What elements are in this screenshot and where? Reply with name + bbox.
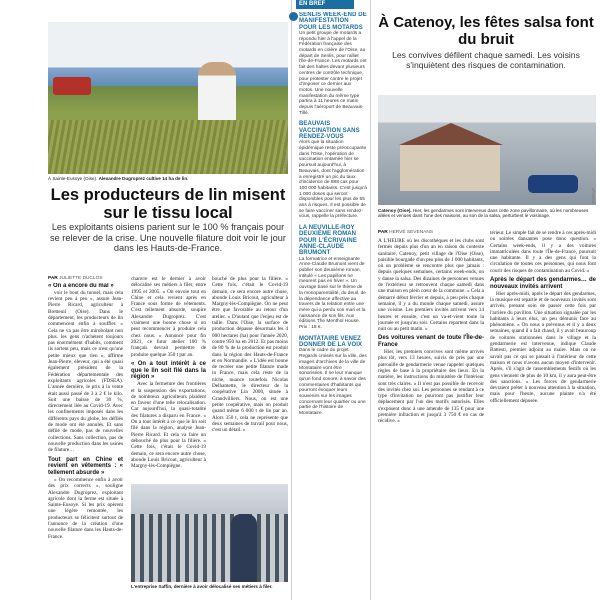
brief-1-text: Un petit groupe de motards a répondu hier à l'appel de la Fédération française des motards en colère de l'Oise, au départ de Senlis, pour rallier l'Île-de-France. Les motards ont fait des haltes devant plusieurs centres de contrôle technique, pour protester contre le projet d'imposer ce dernier aux motos. Une nouvelle manifestation du même type partira à 11 heures ce matin depuis l'aéroport de Beauvais-Tillé. bbox=[299, 30, 367, 116]
col3-text: bouché de plus pour la filière. » Cette fois, c'était le Covid-19 demain, ce sera encore autre chose, abonde Louis Bricout, agriculteur à Margny-lès-Compiègne. On ne peut être que favorable au retour d'un atelier. » D'autant que l'enjeu est de taille. Dans l'Oise, la surface de production dépasse désormais les 4 000 hectares (ha) pour l'année 2020, contre 950 ha en 2012. Et pas moins de 80 % de la production est produit dans la région des Hauts-de-France et en Normandie. « L'idée est bonne de recréer une petite filature made in France, mais cela reste de la niche, nuance toutefois Nicolas Delhamette, le directeur de la coopérative Lin 2000, située à Grandvilliers. Nous, on est une petite coopérative, mais on produit quand même 6 000 t de lin par an. Alors 350 t, cela ne représente que deux semaines de travail pour nous, c'est un détail. » bbox=[212, 276, 288, 434]
sidebar-column bbox=[299, 12, 367, 598]
sidebar-flag bbox=[296, 0, 354, 9]
col1-subhead: « On a encore du mal » bbox=[48, 283, 114, 289]
left-byline bbox=[48, 276, 122, 281]
right-col2-subhead: Après le départ des gendarmes… de nouveaux invités arrivent bbox=[490, 277, 596, 290]
left-col-1 bbox=[48, 283, 123, 590]
flax-farmer-photo bbox=[48, 22, 288, 174]
sidebar-flag-label: EN BREF bbox=[299, 1, 326, 7]
house-roof bbox=[386, 123, 516, 145]
brief-2-text: Alors que la situation épidémique reste préoccupante dans l'Oise, l'opération de vaccination entamée hier se poursuit aujourd'hui, à Beauvais, dont l'agglomération a enregistré un pic du taux d'incidence de 888 cas pour 100 000 habitants. C'est jusqu'à 1 000 doses qui seront disponibles pour les plus de 55 ans à risques. Il est possible de se faire vacciner sans rendez-vous, rappelle la préfecture. bbox=[299, 140, 367, 220]
right-col1-subhead: Des voitures venant de toute l'Île-de-France bbox=[378, 335, 484, 349]
house-photo-credit: LP/MARIE bbox=[591, 187, 595, 204]
byline-author: JULIETTE DUCLOS bbox=[59, 276, 103, 281]
col2-subhead: « On a tout intérêt à ce que le lin soit filé dans la région » bbox=[131, 360, 206, 381]
col1-subhead-2: Tout part en Chine et revient en vêtements : « tellement absurde » bbox=[48, 456, 123, 477]
sidebar-divider-right bbox=[370, 0, 371, 600]
right-col2-text: térieur. Le simple fait de se rendre à ces après-midi ou soirées dansantes pose donc question. « Certains week-ends, il y a des voitures immatriculées dans toute l'Île-de-France, poursuit une habitante. Il y a des gens qui font la circulation de toutes ces personnes, qui nous font courir des risques de contamination au Covid. » bbox=[490, 230, 596, 274]
brief-3-head: LA NEUVILLE-ROY DEUXIÈME ROMAN POUR L'ÉCRIVAINE ANNE-CLAUDE BRUMONT bbox=[299, 225, 357, 257]
right-col2-text-2: Hier après-midi, après le départ des gendarmes, la musique est repartie et de nouveaux invités sont arrivés, prenant soin de passer cette fois par l'arrière du pavillon. Une situation signalée par les habitants à leurs élus, un peu démunis face au phénomène. « On nous a prévenus et il y a deux semaines, quand il a fait chaud, il y avait beaucoup de voitures stationnées dans le village et la gendarmerie est intervenue, indique Claude Battesti, premier adjoint au maire. Mais on ne savait pas ce qui se passait à l'intérieur de cette maison et nous n'avons aucun moyen d'intervenir. Après, s'il s'agit de rassemblements festifs où les gens viennent de plus de 10 km, il y aura peut-être des sanctions. » Les forces de gendarmerie devraient prêter à nouveau attention à la situation, mais pour l'heure, aucune plainte n'a été officiellement déposée. bbox=[490, 290, 596, 404]
col2-text-2: Avec la fermeture des frontières et la suspension des exportations, de nombreux agriculteurs plaident en faveur d'une telle relocalisation. Car aujourd'hui, la quasi-totalité des filatures a disparu en France. « On a tout intérêt à ce que le lin soit filé dans la région, analyse Jean-Pierre Ricard. Et cela va faire un débouché de plus pour la filière. » Cette fois, c'était le Covid-19 demain, ce sera encore autre chose, abonde Louis Bricout, agriculteur à Margny-lès-Compiègne. bbox=[131, 381, 206, 470]
photo-caption-text: Alexandre Dugroprez cultive 14 ha de lin. bbox=[98, 176, 189, 181]
spindle-rows bbox=[131, 514, 288, 582]
photo-caption bbox=[48, 176, 288, 181]
right-col-1 bbox=[378, 238, 484, 598]
col1-text: voir le bout du tunnel, mais cela revient peu à peu », assure Jean-Pierre Ricard, agriculteur à Bretteuil (Oise). Dans le département, les producteurs de lin commencent enfin à souffler. « Cela ne va pas être mirobolant non plus. les gens n'achètent toujours pas énormément d'habits, comment ils sortent peu, mais ce n'est qu'une petite mieux que rien », affirme Jean-Pierre, éleveur, qui a été quasi également président de la Fédération départementale des exploitants agricoles (FDSEA). L'année dernière, le prix à la vente était aussi passé de 3 à 2 € le kilo. Soit une baisse de 30 %, directement liée au Covid-19. Avec les confinements imposés dans les différents pays du globe, les défilés de mode ont été annulés. Et sans défilé de mode, pas de nouvelles collections. Sans collection, pas de nouvelle production dans les usines de filature… bbox=[48, 289, 123, 454]
left-headline: Les producteurs de lin misent sur le tissu local bbox=[50, 186, 286, 222]
right-byline-author: HERVÉ SEVENANS bbox=[389, 230, 434, 235]
brief-4-text: Dans le cadre du projet Regards croisés sur la ville, des images d'archives de la ville de Montataire vont être sonorisées. Il ne leur manque qu'un fond sonore, à savoir des commentaires d'habitants qui pourront évoquer leurs souvenirs sur les images concernant leur quartier ou une partie de l'histoire de Montataire. bbox=[299, 348, 367, 417]
sidebar-divider-left bbox=[291, 0, 292, 600]
brief-4-head: MONTATAIRE VENEZ DONNER DE LA VOIX bbox=[299, 335, 363, 349]
byline-prefix: PAR bbox=[48, 276, 58, 281]
house-caption-text: Hier, les gendarmes sont intervenus dans cette zone pavillonnaire, où les nombreuses allées et venues dans l'une des maisons, au son de la salsa, perturbent le voisinage. bbox=[378, 208, 589, 219]
house-photo bbox=[378, 95, 596, 205]
right-col1-text-2: Hier, les premiers convives sont même arrivés plus tôt, vers 13 heures, suivis de près par une patrouille de gendarmerie venue rappeler quelques règles de base à la propriétaire des lieux. En la matière, les instructions du ministère de l'Intérieur sont très claires. « Il n'est pas possible de recevoir des invités chez soi. Les personnes se rendant à ce type d'invitation ne pourront pas justifier leur déplacement par l'un des motifs autorisés. Elles s'exposent donc à une amende de 135 € pour une première infraction et jusqu'à 3 750 € en cas de récidive. » bbox=[378, 349, 484, 425]
left-col-3 bbox=[212, 276, 288, 480]
house-caption-place: Catenoy (Oise). bbox=[378, 208, 413, 213]
tractor-shape bbox=[53, 77, 91, 95]
factory-photo bbox=[131, 484, 288, 582]
factory-photo-caption: L'entreprise Saffin, dernière à avoir délocalisé ses métiers à filer. bbox=[131, 584, 273, 589]
right-headline: À Catenoy, les fêtes salsa font du bruit bbox=[378, 14, 594, 48]
house-wall bbox=[400, 145, 500, 191]
right-col1-text: À L'HEURE où les discothèques et les clubs sont fermés depuis plus d'un an en raison du contexte sanitaire, Catenoy, petit village de l'Oise (Oise), paisible bourgade d'un peu plus de 1 000 habitants, où un problème se rencontre plus que jamais : depuis quelques semaines, certains week-ends, on y danse la salsa. Des dizaines de personnes venues de l'extérieur se retrouvent chaque samedi dans une maison en plein cœur de la commune. « Cela a démarré début février et depuis, à peu près chaque semaine, il y a du monde chaque samedi, assure une voisine. Les premiers invités arrivent vers 14 heures et ensuite, c'est un va-et-vient toute la journée et jusqu'au soir. Certains repartent dans la nuit ou au petit matin. » bbox=[378, 238, 484, 333]
worker-figure bbox=[231, 514, 257, 582]
flax-field bbox=[48, 120, 288, 174]
house-photo-caption bbox=[378, 208, 596, 218]
left-col-2 bbox=[131, 276, 206, 480]
left-chapo: Les exploitants oisiens parient sur le 100 % français pour se relever de la crise. Une nouvelle filature doit voir le jour dans les Hauts-de-France. bbox=[50, 222, 286, 254]
brief-2-head: BEAUVAIS VACCINATION SANS RENDEZ-VOUS bbox=[299, 121, 360, 141]
gendarme-car bbox=[528, 175, 578, 193]
photo-credit: LP/JULIETTE bbox=[283, 151, 287, 173]
sidebar-badge bbox=[289, 12, 298, 21]
right-chapo: Les convives défilent chaque samedi. Les voisins s'inquiètent des risques de contamination. bbox=[392, 50, 580, 70]
photo-caption-place: À Sainte-Eusoye (Oise). bbox=[48, 176, 99, 181]
right-byline-prefix: PAR bbox=[378, 230, 388, 235]
right-byline bbox=[378, 230, 484, 235]
right-col-2 bbox=[490, 230, 596, 598]
col1-text-2: « On recommence enfin à avoir des prix corrects », souligne Alexandre Dugroprez, exploitant agricole dont la ferme est située à Sainte-Eusoye. Si les prix opèrent une légère remontée, les producteurs se félicitent surtout de l'annonce de la création d'une nouvelle filature dans les Hauts-de-France. bbox=[48, 476, 123, 540]
brief-1-head: SENLIS WEEK-END DE MANIFESTATION POUR LES MOTARDS bbox=[299, 12, 367, 31]
brief-3-text: La formatrice et enseignante Anne-Claude Brumont vient de publier son deuxième roman, intitulé « Les papillons ne meurent pas en hiver ». Un ouvrage basé sur le thème de la monoparentalité, du deuil, de la dépendance affective au travers de la relation entre une mère qui a perdu son mari et la naissance de son fils. Aux éditions The Menthol House. Prix : 18 €. bbox=[299, 256, 366, 331]
col2-text: chanvre est le dernier à avoir délocalisé ses métiers à filer, entre 1995 et 2005. « On envoie tout en Chine et cela revient après en France sous forme de vêtements. C'est tellement absurde, soupire Alexandre Dugroprez. C'est vraiment une bonne chose si on peut recommencer à produire cela chez nous. » Annoncé pour fin 2021, ce futur atelier 100 % français devrait permettre de produire quelque 350 t par an. bbox=[131, 276, 206, 358]
